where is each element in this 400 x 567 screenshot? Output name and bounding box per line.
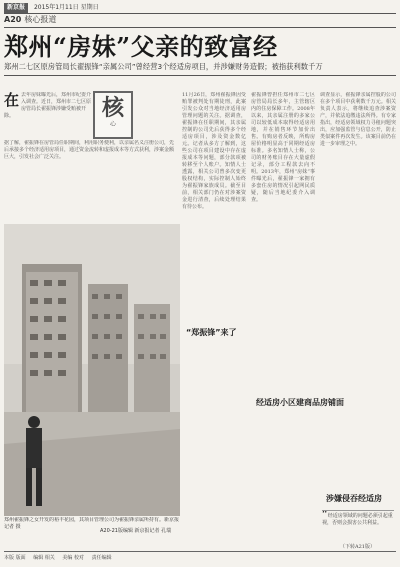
footer-item: 编辑 相关 xyxy=(33,555,55,561)
quote-text: 经适房领域的问题必须引起重视，否则会损害公共利益。 xyxy=(322,513,393,526)
footer-item: 美编 校对 xyxy=(62,555,84,561)
lead-continuation: 据了解，翟振锋在房管局任职期间，利用职务便利，以亲属名义注册公司，先后承接多个经济适用房项目，通过资金流转和虚报成本等方式获利，涉案金额巨大，引发社会广泛关注。 xyxy=(4,140,175,160)
subtitle-3: 涉嫌侵吞经适房 xyxy=(326,494,382,503)
section-code: A20 xyxy=(4,15,22,24)
masthead-strip xyxy=(4,3,396,13)
lead-dropcap: 在 xyxy=(4,92,20,109)
continued-note: （下转A21版） xyxy=(340,544,375,550)
construction-photo-graphic xyxy=(4,224,180,516)
lead-text: 去年房妹曝光后，郑州市纪委介入调查。近日，郑州市二七区原房管局长翟振锋涉嫌受贿被开除。 xyxy=(4,92,92,119)
core-sub: 心 xyxy=(109,121,116,128)
text-column-1: 11月26日，郑州翟振锋因受贿罪被判处有期徒刑，此案引发公众对当地经济适用房管理问题的关注。据调查，翟振锋在任职期间，其亲属控制的公司先后获得多个经适房项目，涉及资金数亿元。记者从多方了解到，这些公司在项目建设中存在虚报成本等问题，部分款项被转移至个人账户。知情人士透露，相关公司曾多次变更股权结构，实际控制人始终为翟振锋家族成员。截至目前，相关部门仍在对涉案资金进行清查，后续处理结果有待公布。 xyxy=(182,92,246,210)
core-box xyxy=(93,91,133,139)
subtitle-1: “郑振锋”来了 xyxy=(186,328,237,337)
lead-paragraph xyxy=(4,92,92,136)
section-header xyxy=(4,14,204,26)
page-editor-info: A20-21版编辑 新京报记者 孔瑞 xyxy=(100,528,172,534)
construction-photo xyxy=(4,224,180,516)
footer-credits xyxy=(4,551,396,564)
footer-item: 责任编辑 xyxy=(91,555,112,561)
footer-item: 本版 版面 xyxy=(4,555,26,561)
pull-quote xyxy=(322,510,394,545)
text-column-3: 调查显示，翟振锋亲属控股的公司在多个项目中获利数千万元。相关负责人表示，将继续追查涉案资产，并依法追缴违法所得。有专家指出，经适房领域权力寻租问题突出，应加强监管与信息公开，防止类似案件再次发生。该案目前仍在进一步审理之中。 xyxy=(320,92,396,147)
masthead-date: 2015年1月11日 星期日 xyxy=(33,4,99,11)
subtitle-2: 经适房小区建商品房铺面 xyxy=(256,398,344,407)
quote-mark-icon: “ xyxy=(322,510,328,520)
photo-caption: 郑州翟振锋之女开发的裕丰花园，其项目管理公司为翟振锋亲属所持有。新京报记者 摄 xyxy=(4,517,180,530)
subhead-rule xyxy=(4,75,396,76)
headline: 郑州“房妹”父亲的致富经 xyxy=(4,32,278,61)
core-char: 核 xyxy=(101,95,124,121)
section-name: 核心报道 xyxy=(24,15,57,24)
subhead: 郑州二七区原房管局长翟振锋“亲属公司”曾经营3个经适房项目，并涉嫌财务造假；被指获利数千万 xyxy=(4,62,323,71)
text-column-2: 翟振锋曾担任郑州市二七区房管局局长多年，主管辖区内的住房保障工作。2008年以来，其亲属注册的多家公司以较低成本取得经适房用地，并在销售环节加价出售。有购房者反映，所购房屋价格明显高于同期经适房标准。多名知情人士称，公司的财务账目存在大量虚假记录，部分工程款去向不明。2013年，郑州“房妹”事件曝光后，翟振锋一家拥有多套住房的情况引起网民质疑，随后当地纪委介入调查。 xyxy=(251,92,315,203)
section-rule xyxy=(4,27,396,28)
masthead-logo: 新京报 xyxy=(4,3,28,13)
